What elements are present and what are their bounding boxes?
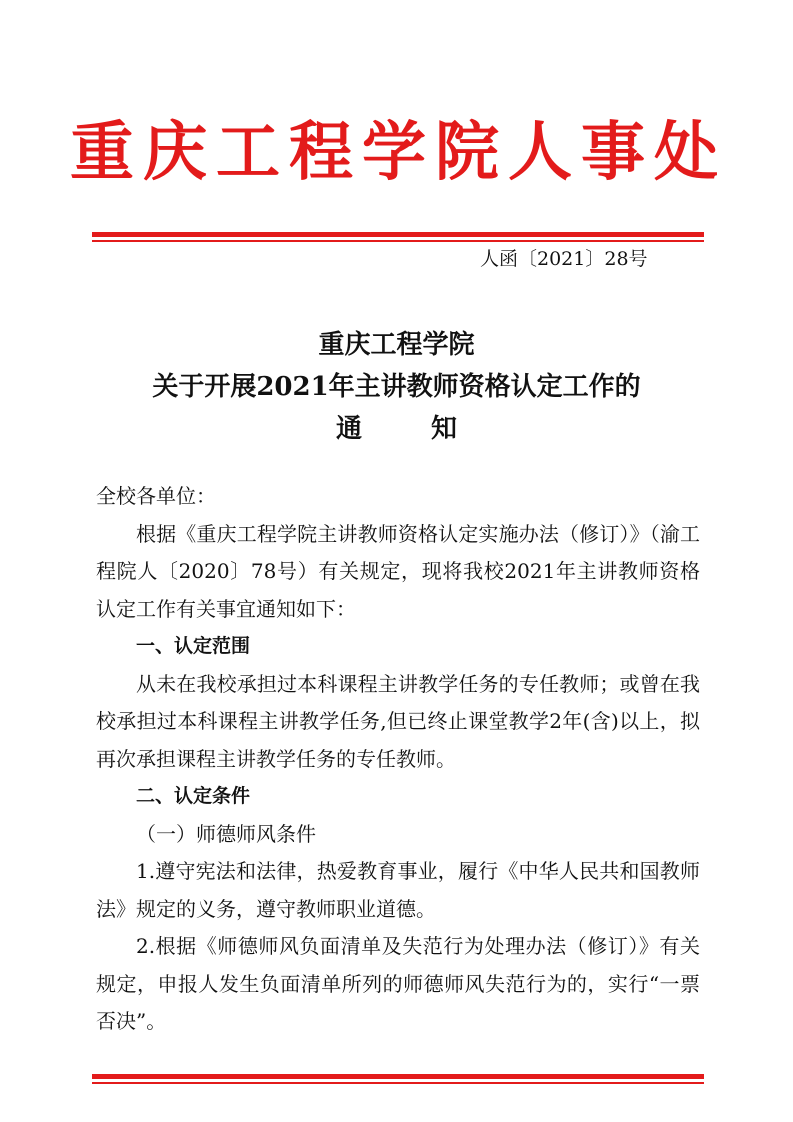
title-line-2: 关于开展2021年主讲教师资格认定工作的	[152, 372, 641, 402]
issuer-title: 重庆工程学院人事处	[70, 115, 727, 190]
scope-paragraph: 从未在我校承担过本科课程主讲教学任务的专任教师；或曾在我校承担过本科课程主讲教学任务,但已终止课堂教学2年(含)以上，拟再次承担课程主讲教学任务的专任教师。	[96, 671, 700, 771]
section-heading-scope: 一、认定范围	[136, 635, 251, 657]
title-line-1: 重庆工程学院	[318, 330, 475, 360]
condition-item-1: 1.遵守宪法和法律，热爱教育事业，履行《中华人民共和国教师法》规定的义务，遵守教师职业道德。	[96, 859, 700, 921]
notice-title	[0, 324, 793, 450]
document-number: 人函〔2021〕28号	[480, 248, 648, 270]
notice-body	[96, 478, 700, 1041]
section-heading-conditions: 二、认定条件	[136, 785, 251, 807]
subsection-heading-ethics: （一）师德师风条件	[136, 821, 316, 846]
footer-rule-thin	[92, 1082, 704, 1084]
title-line-3: 通 知	[335, 414, 488, 444]
footer-rule-thick	[92, 1074, 704, 1079]
salutation: 全校各单位：	[96, 484, 216, 508]
header-rule-thin	[92, 240, 704, 242]
intro-paragraph: 根据《重庆工程学院主讲教师资格认定实施办法（修订）》（渝工程院人〔2020〕78号）有关规定，现将我校2021年主讲教师资格认定工作有关事宜通知如下：	[96, 521, 700, 621]
condition-item-2: 2.根据《师德师风负面清单及失范行为处理办法（修订）》有关规定，申报人发生负面清单所列的师德师风失范行为的，实行“一票否决”。	[96, 934, 700, 1033]
header-rule-thick	[92, 232, 704, 237]
